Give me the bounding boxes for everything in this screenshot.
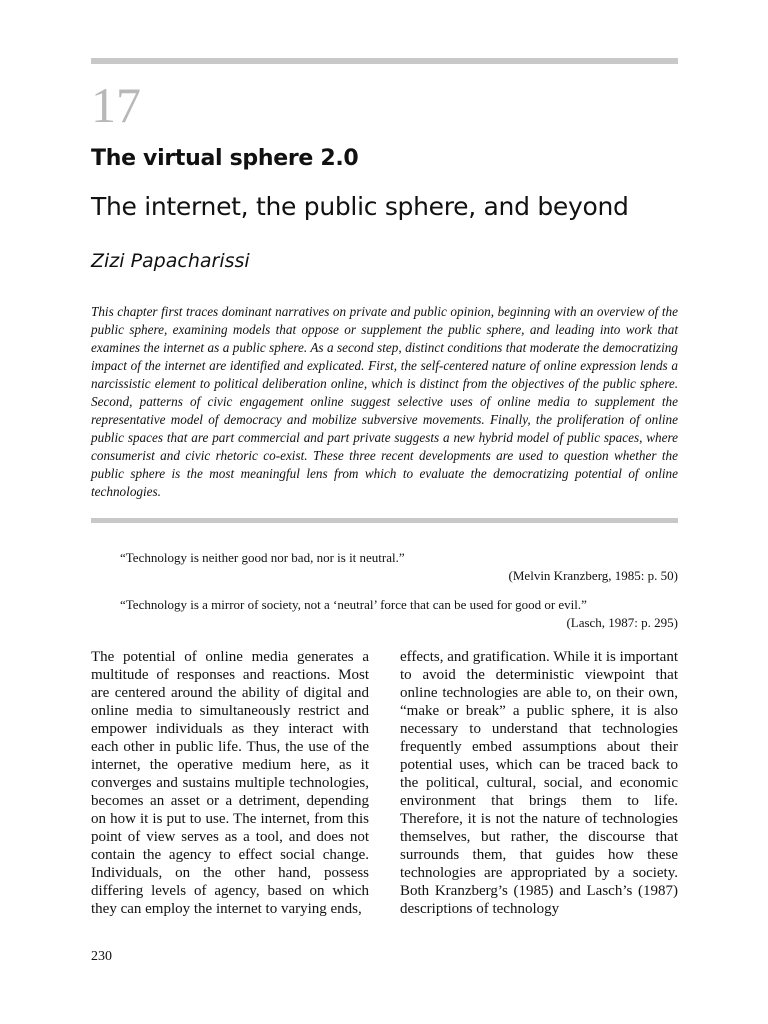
- body-column-right: effects, and gratification. While it is important to avoid the deterministic viewpoint that online technologies are able to, on their own, “make or break” a public sphere, it is also necessary to understand that technologies frequently embed assumptions about their potential uses, which can be traced back to the political, cultural, social, and economic environment that brings them to life. Therefore, it is not the nature of technologies themselves, but rather, the discourse that surrounds them, that guides how these technologies are appropriated by a society. Both Kranzberg’s (1985) and Lasch’s (1987) descriptions of technology: [400, 649, 678, 917]
- epigraph-quote: “Technology is a mirror of society, not a ‘neutral’ force that can be used for good or evil.”: [120, 597, 587, 612]
- page-number: 230: [91, 949, 112, 964]
- body-column-left: The potential of online media generates a multitude of responses and reactions. Most are centered around the ability of digital and online media to simultaneously restrict and empower individuals as they interact with each other in public life. Thus, the use of the internet, the operative medium here, as it converges and sustains multiple technologies, becomes an asset or a detriment, depending on how it is put to use. The internet, from this point of view serves as a tool, and does not contain the agency to effect social change. Individuals, on the other hand, possess differing levels of agency, based on which they can employ the internet to varying ends,: [91, 649, 369, 917]
- chapter-title: The virtual sphere 2.0: [91, 146, 359, 171]
- chapter-author: Zizi Papacharissi: [91, 250, 250, 272]
- epigraph-source: (Lasch, 1987: p. 295): [566, 615, 678, 630]
- epigraph-quote: “Technology is neither good nor bad, nor is it neutral.”: [120, 550, 405, 565]
- chapter-subtitle: The internet, the public sphere, and beyond: [91, 192, 629, 221]
- chapter-number: 17: [91, 77, 141, 133]
- epigraph-source: (Melvin Kranzberg, 1985: p. 50): [508, 568, 678, 583]
- top-rule: [91, 58, 678, 64]
- epigraph-1: [120, 550, 678, 584]
- abstract-rule: [91, 518, 678, 523]
- epigraph-2: [120, 597, 678, 631]
- chapter-abstract: This chapter first traces dominant narratives on private and public opinion, beginning with an overview of the public sphere, examining models that oppose or supplement the public sphere, and leading into work that examines the internet as a public sphere. As a second step, distinct conditions that moderate the democratizing impact of the internet are identified and explicated. First, the self-centered nature of online expression lends a narcissistic element to political deliberation online, which is distinct from the objectives of the public sphere. Second, patterns of civic engagement online suggest selective uses of online media to supplement the representative model of democracy and mobilize subversive movements. Finally, the proliferation of online public spaces that are part commercial and part private suggests a new hybrid model of public spaces, where consumerist and civic rhetoric co-exist. These three recent developments are used to question whether the public sphere is the most meaningful lens from which to evaluate the democratizing potential of online technologies.: [91, 304, 678, 499]
